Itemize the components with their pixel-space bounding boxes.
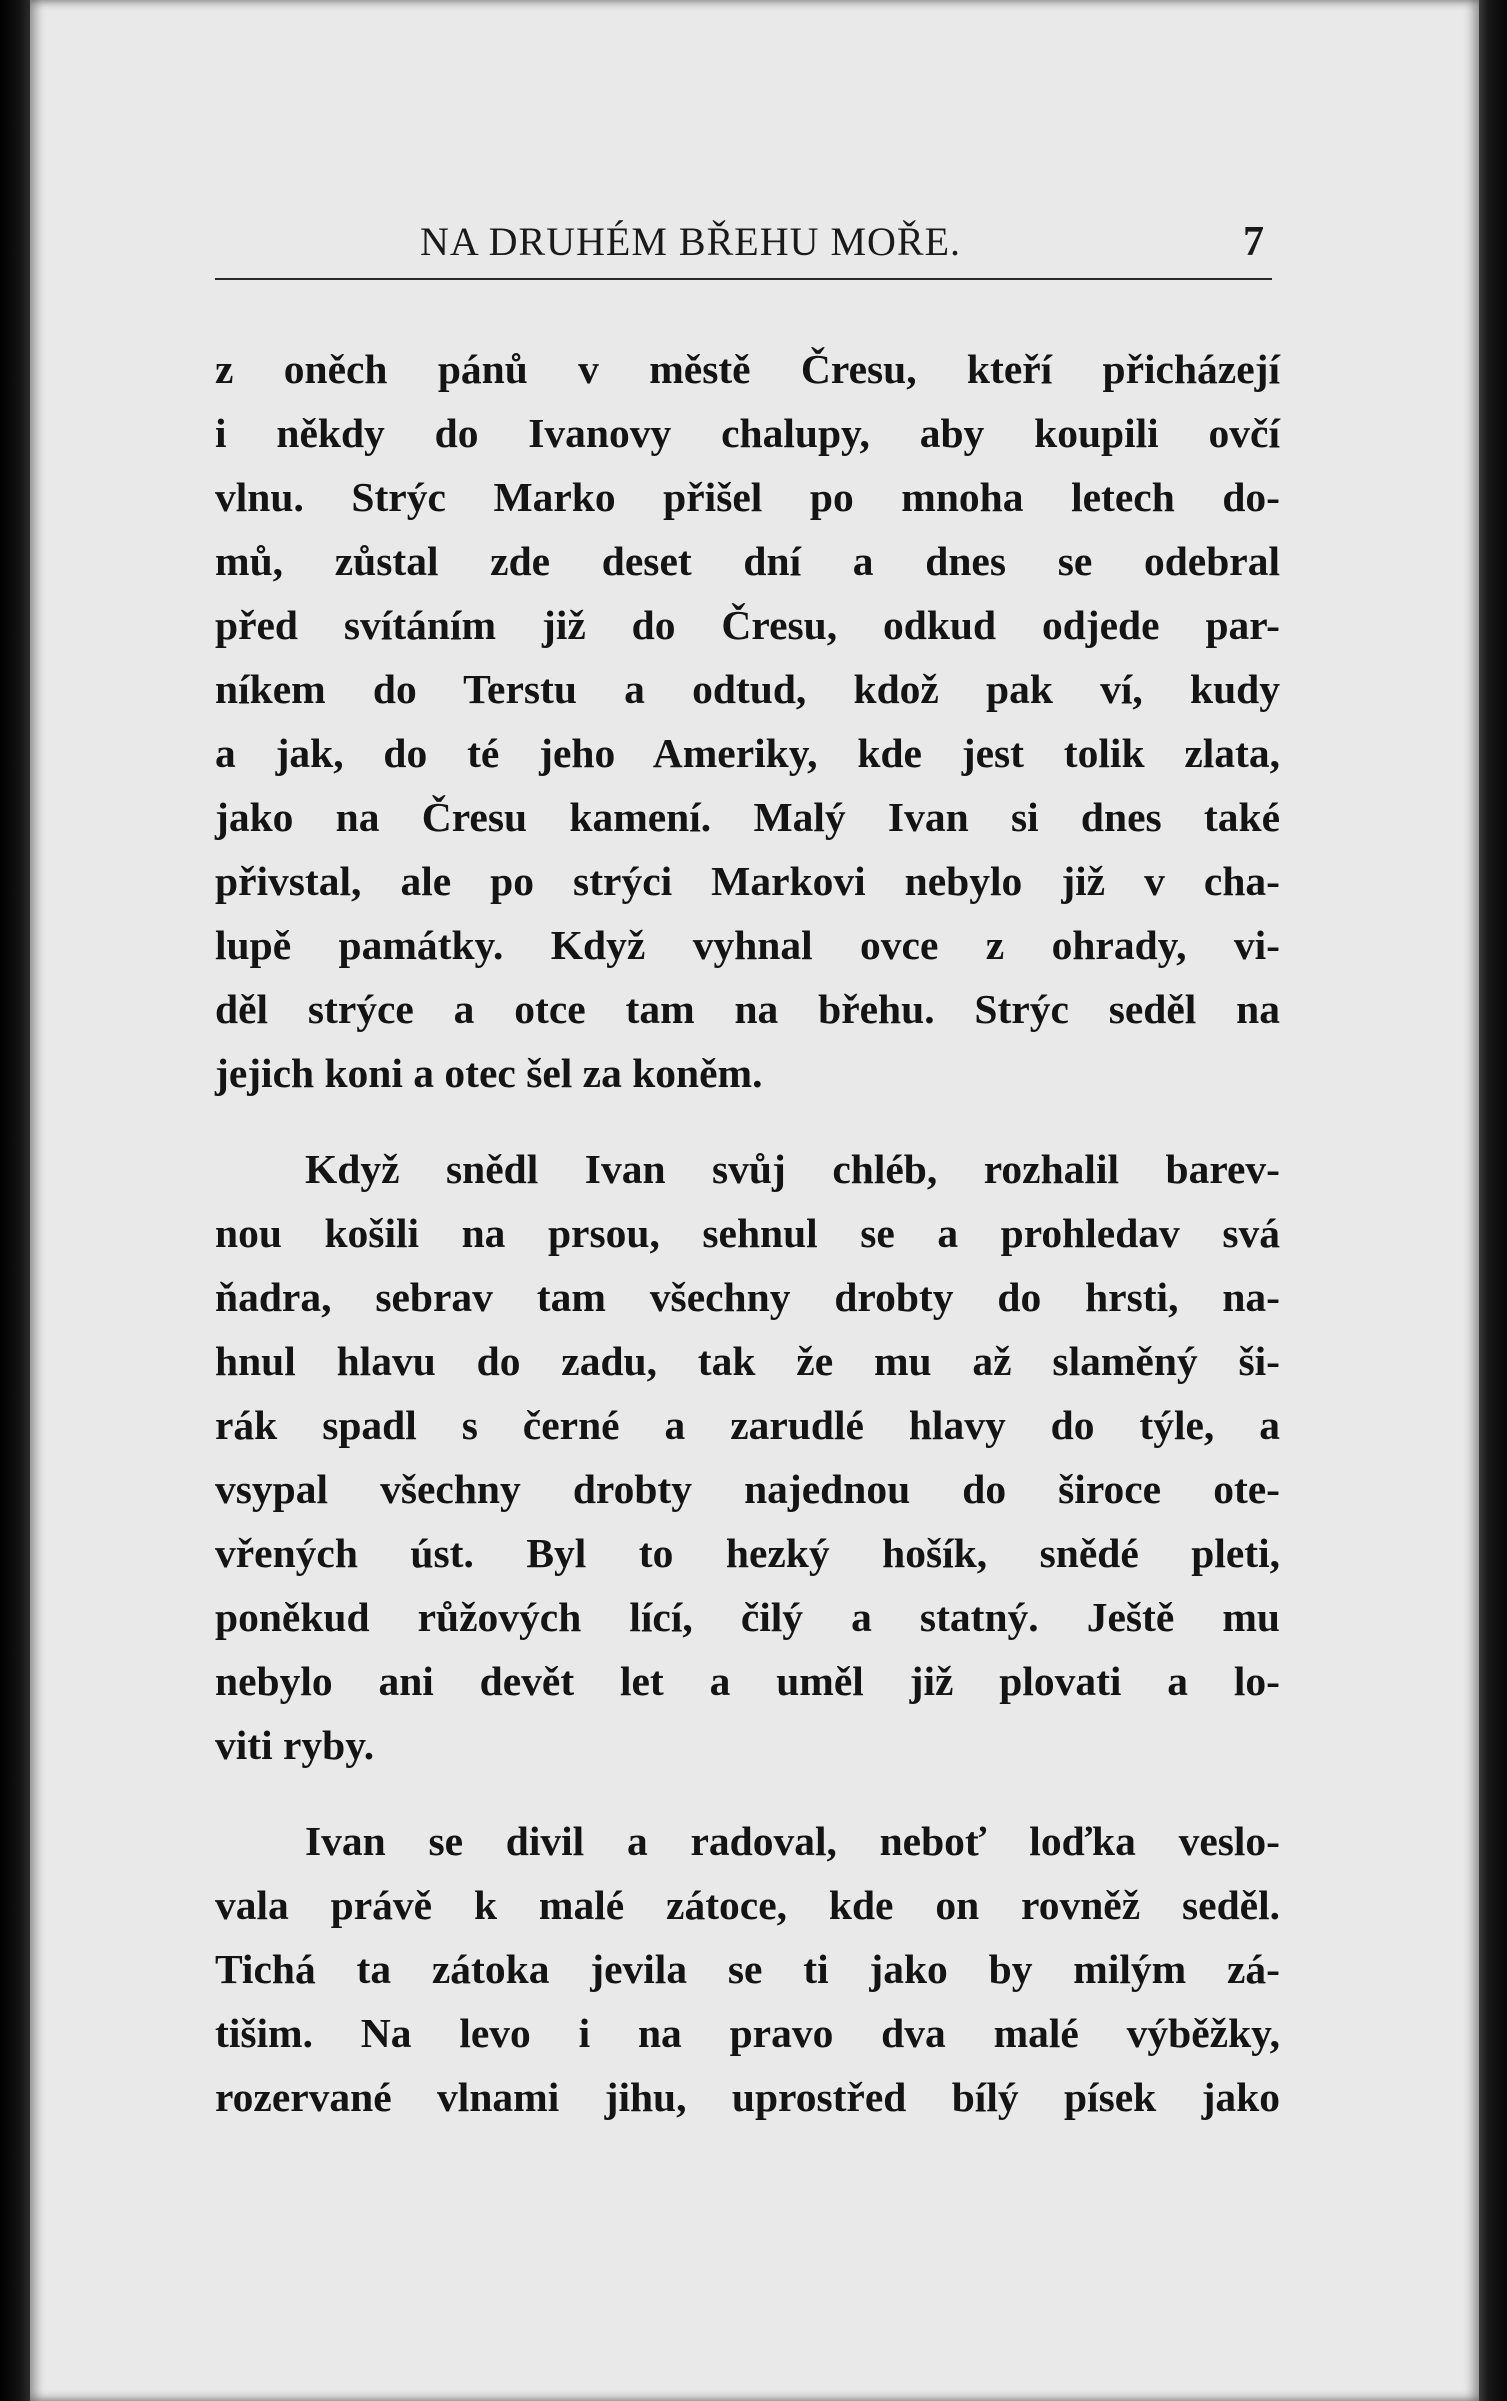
text-line: ňadra, sebrav tam všechny drobty do hrsti, na-: [215, 1274, 1280, 1320]
text-line: nou košili na prsou, sehnul se a prohledav svá: [215, 1210, 1280, 1256]
header-rule: [215, 278, 1272, 280]
text-line: hnul hlavu do zadu, tak že mu až slaměný ši-: [215, 1338, 1280, 1384]
text-line: nebylo ani devět let a uměl již plovati a lo-: [215, 1658, 1280, 1704]
text-line: mů, zůstal zde deset dní a dnes se odebral: [215, 538, 1280, 584]
text-line: Když snědl Ivan svůj chléb, rozhalil barev-: [305, 1146, 1280, 1192]
text-line: jejich koni a otec šel za koněm.: [215, 1050, 763, 1096]
running-title: NA DRUHÉM BŘEHU MOŘE.: [420, 219, 962, 264]
text-line: Ivan se divil a radoval, neboť loďka veslo-: [305, 1818, 1280, 1864]
text-line: rozervané vlnami jihu, uprostřed bílý písek jako: [215, 2074, 1280, 2120]
text-line: před svítáním již do Čresu, odkud odjede par-: [215, 602, 1280, 648]
text-line: vřených úst. Byl to hezký hošík, snědé pleti,: [215, 1530, 1280, 1576]
text-line: a jak, do té jeho Ameriky, kde jest tolik zlata,: [215, 730, 1280, 776]
text-line: lupě památky. Když vyhnal ovce z ohrady, vi-: [215, 922, 1280, 968]
page-header: [210, 218, 1272, 278]
text-line: přivstal, ale po strýci Markovi nebylo již v cha-: [215, 858, 1280, 904]
body-text: [215, 337, 1280, 2129]
text-line: z oněch pánů v městě Čresu, kteří přicházejí: [215, 346, 1280, 392]
text-line: vsypal všechny drobty najednou do široce ote-: [215, 1466, 1280, 1512]
text-line: vala právě k malé zátoce, kde on rovněž seděl.: [215, 1882, 1280, 1928]
paragraph-3: [215, 1809, 1280, 2129]
text-line: poněkud růžových lící, čilý a statný. Ještě mu: [215, 1594, 1280, 1640]
text-line: Tichá ta zátoka jevila se ti jako by milým zá-: [215, 1946, 1280, 1992]
text-line: rák spadl s černé a zarudlé hlavy do týle, a: [215, 1402, 1280, 1448]
paragraph-gap: [215, 1777, 1280, 1809]
text-line: níkem do Terstu a odtud, kdož pak ví, kudy: [215, 666, 1280, 712]
text-line: i někdy do Ivanovy chalupy, aby koupili ovčí: [215, 410, 1280, 456]
text-line: děl strýce a otce tam na břehu. Strýc seděl na: [215, 986, 1280, 1032]
paragraph-1: [215, 337, 1280, 1105]
paragraph-2: [215, 1137, 1280, 1777]
text-line: viti ryby.: [215, 1722, 375, 1768]
text-line: tišim. Na levo i na pravo dva malé výběžky,: [215, 2010, 1280, 2056]
text-line: vlnu. Strýc Marko přišel po mnoha letech do-: [215, 474, 1280, 520]
text-line: jako na Čresu kamení. Malý Ivan si dnes také: [215, 794, 1280, 840]
left-page-edge: [0, 0, 30, 2401]
page-number: 7: [1243, 219, 1264, 265]
right-page-edge: [1479, 0, 1507, 2401]
paragraph-gap: [215, 1105, 1280, 1137]
